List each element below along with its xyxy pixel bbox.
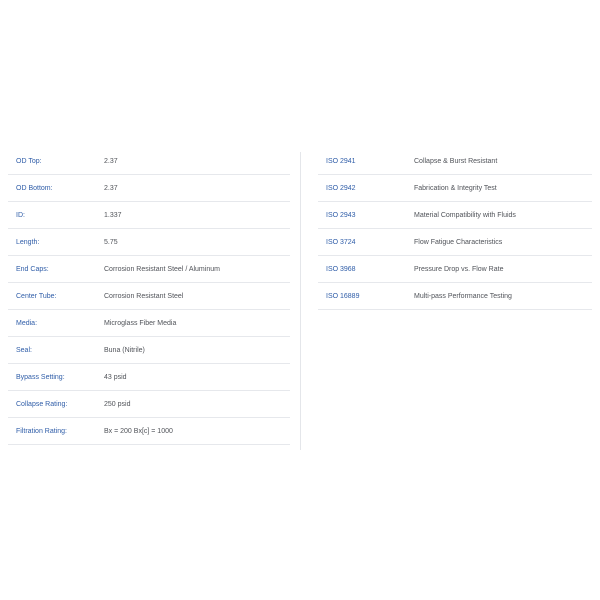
spec-value: Corrosion Resistant Steel / Aluminum — [104, 265, 220, 273]
spec-value: Buna (Nitrile) — [104, 346, 145, 354]
spec-row — [8, 391, 290, 418]
spec-row — [8, 229, 290, 256]
spec-row — [8, 418, 290, 445]
standard-description: Multi-pass Performance Testing — [414, 292, 512, 300]
spec-row — [8, 256, 290, 283]
spec-row — [8, 310, 290, 337]
spec-label: OD Top: — [16, 157, 42, 165]
spec-label: ID: — [16, 211, 25, 219]
spec-label: End Caps: — [16, 265, 49, 273]
specifications-table — [8, 148, 290, 450]
spec-row — [8, 175, 290, 202]
standard-row — [318, 229, 592, 256]
standard-code: ISO 16889 — [326, 292, 360, 300]
standard-code: ISO 3968 — [326, 265, 356, 273]
standard-row — [318, 202, 592, 229]
standard-row — [318, 256, 592, 283]
spec-value: 5.75 — [104, 238, 118, 246]
spec-label: Center Tube: — [16, 292, 57, 300]
spec-value: 2.37 — [104, 184, 118, 192]
spec-label: Seal: — [16, 346, 32, 354]
standard-row — [318, 148, 592, 175]
column-divider — [300, 152, 301, 450]
spec-value: Microglass Fiber Media — [104, 319, 177, 327]
standard-code: ISO 2942 — [326, 184, 356, 192]
spec-value: Corrosion Resistant Steel — [104, 292, 184, 300]
spec-row — [8, 364, 290, 391]
standard-description: Flow Fatigue Characteristics — [414, 238, 503, 246]
spec-value: 1.337 — [104, 211, 122, 219]
spec-value: 43 psid — [104, 373, 127, 381]
spec-value: 250 psid — [104, 400, 131, 408]
spec-row — [8, 148, 290, 175]
spec-label: Collapse Rating: — [16, 400, 68, 408]
spec-row — [8, 337, 290, 364]
spec-label: OD Bottom: — [16, 184, 53, 192]
spec-label: Length: — [16, 238, 40, 246]
standard-code: ISO 2941 — [326, 157, 356, 165]
standard-description: Collapse & Burst Resistant — [414, 157, 498, 165]
standard-row — [318, 175, 592, 202]
standard-description: Fabrication & Integrity Test — [414, 184, 497, 192]
spec-row — [8, 283, 290, 310]
standard-row — [318, 283, 592, 310]
standards-table — [318, 148, 592, 450]
spec-label: Bypass Setting: — [16, 373, 65, 381]
standard-code: ISO 2943 — [326, 211, 356, 219]
spec-label: Filtration Rating: — [16, 427, 67, 435]
spec-label: Media: — [16, 319, 38, 327]
spec-value: Bx = 200 Bx[c] = 1000 — [104, 427, 173, 435]
standard-description: Pressure Drop vs. Flow Rate — [414, 265, 504, 273]
spec-row — [8, 202, 290, 229]
standard-code: ISO 3724 — [326, 238, 356, 246]
standard-description: Material Compatibility with Fluids — [414, 211, 516, 219]
spec-value: 2.37 — [104, 157, 118, 165]
